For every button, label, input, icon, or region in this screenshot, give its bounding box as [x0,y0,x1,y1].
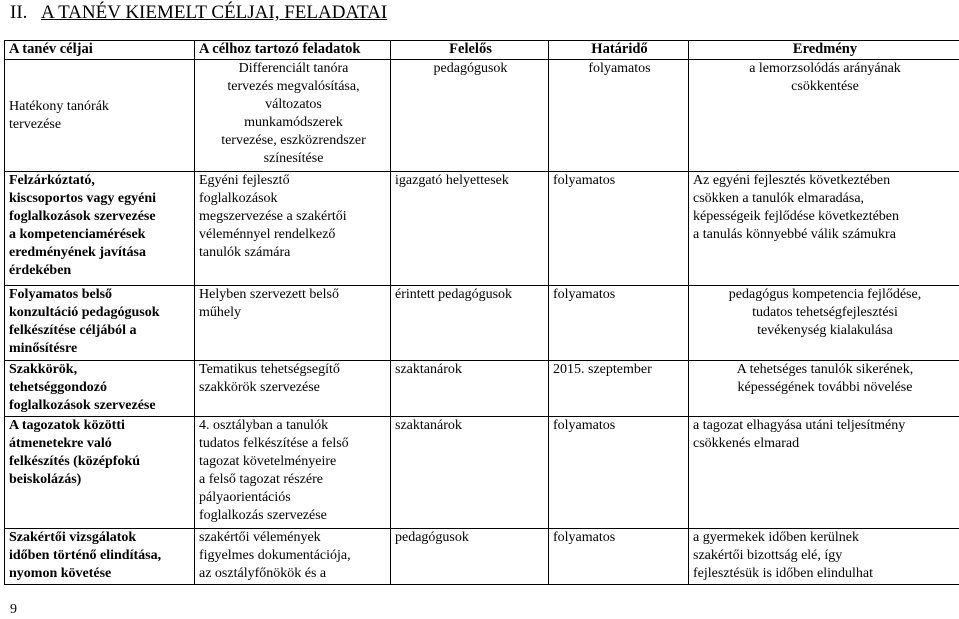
deadline-cell: folyamatos [549,417,689,529]
goal-cell: A tagozatok közötti átmenetekre való felkészítés (középfokú beiskolázás) [5,417,195,529]
responsible-cell: szaktanárok [391,417,549,529]
header-row [5,41,959,60]
responsible-cell: pedagógusok [391,60,549,172]
header-goals: A tanév céljai [5,41,195,60]
goal-cell: Folyamatos belső konzultáció pedagógusok felkészítése céljából a minősítésre [5,286,195,361]
deadline-cell: folyamatos [549,286,689,361]
responsible-cell: érintett pedagógusok [391,286,549,361]
section-title: A TANÉV KIEMELT CÉLJAI, FELADATAI [41,2,388,23]
goal-cell: Hatékony tanórák tervezése [5,60,195,172]
goal-cell: Szakkörök, tehetséggondozó foglalkozások szervezése [5,361,195,417]
section-number: II. [10,2,28,23]
header-result: Eredmény [689,41,959,60]
table-row [5,361,959,417]
deadline-cell: folyamatos [549,60,689,172]
table-row [5,529,959,585]
page-number: 9 [10,602,17,617]
responsible-cell: szaktanárok [391,361,549,417]
task-cell: Helyben szervezett belső műhely [195,286,391,361]
responsible-cell: pedagógusok [391,529,549,585]
task-cell: Egyéni fejlesztő foglalkozások megszervezése a szakértői véleménnyel rendelkező tanulók számára [195,172,391,286]
task-cell: szakértői vélemények figyelmes dokumentációja, az osztályfőnökök és a [195,529,391,585]
section-heading [10,2,387,24]
table-row [5,286,959,361]
table-row [5,172,959,286]
table-row [5,60,959,172]
task-cell: Tematikus tehetségsegítő szakkörök szervezése [195,361,391,417]
deadline-cell: folyamatos [549,172,689,286]
responsible-cell: igazgató helyettesek [391,172,549,286]
goal-cell: Felzárkóztató, kiscsoportos vagy egyéni foglalkozások szervezése a kompetenciamérések eredményének javítása érdekében [5,172,195,286]
table-row [5,417,959,529]
result-cell: pedagógus kompetencia fejlődése, tudatos tehetségfejlesztési tevékenység kialakulása [689,286,959,361]
goals-table [4,40,959,585]
header-tasks: A célhoz tartozó feladatok [195,41,391,60]
goal-cell: Szakértői vizsgálatok időben történő elindítása, nyomon követése [5,529,195,585]
result-cell: a lemorzsolódás arányának csökkentése [689,60,959,172]
result-cell: A tehetséges tanulók sikerének, képességének további növelése [689,361,959,417]
task-cell: Differenciált tanóra tervezés megvalósítása, változatos munkamódszerek tervezése, eszközrendszer színesítése [195,60,391,172]
task-cell: 4. osztályban a tanulók tudatos felkészítése a felső tagozat követelményeire a felső tagozat részére pályaorientációs foglalkozás szervezése [195,417,391,529]
result-cell: a tagozat elhagyása utáni teljesítmény csökkenés elmarad [689,417,959,529]
deadline-cell: folyamatos [549,529,689,585]
header-responsible: Felelős [391,41,549,60]
header-deadline: Határidő [549,41,689,60]
deadline-cell: 2015. szeptember [549,361,689,417]
result-cell: Az egyéni fejlesztés következtében csökken a tanulók elmaradása, képességeik fejlődése következtében a tanulás könnyebbé válik számukra [689,172,959,286]
result-cell: a gyermekek időben kerülnek szakértői bizottság elé, így fejlesztésük is időben elindulhat [689,529,959,585]
